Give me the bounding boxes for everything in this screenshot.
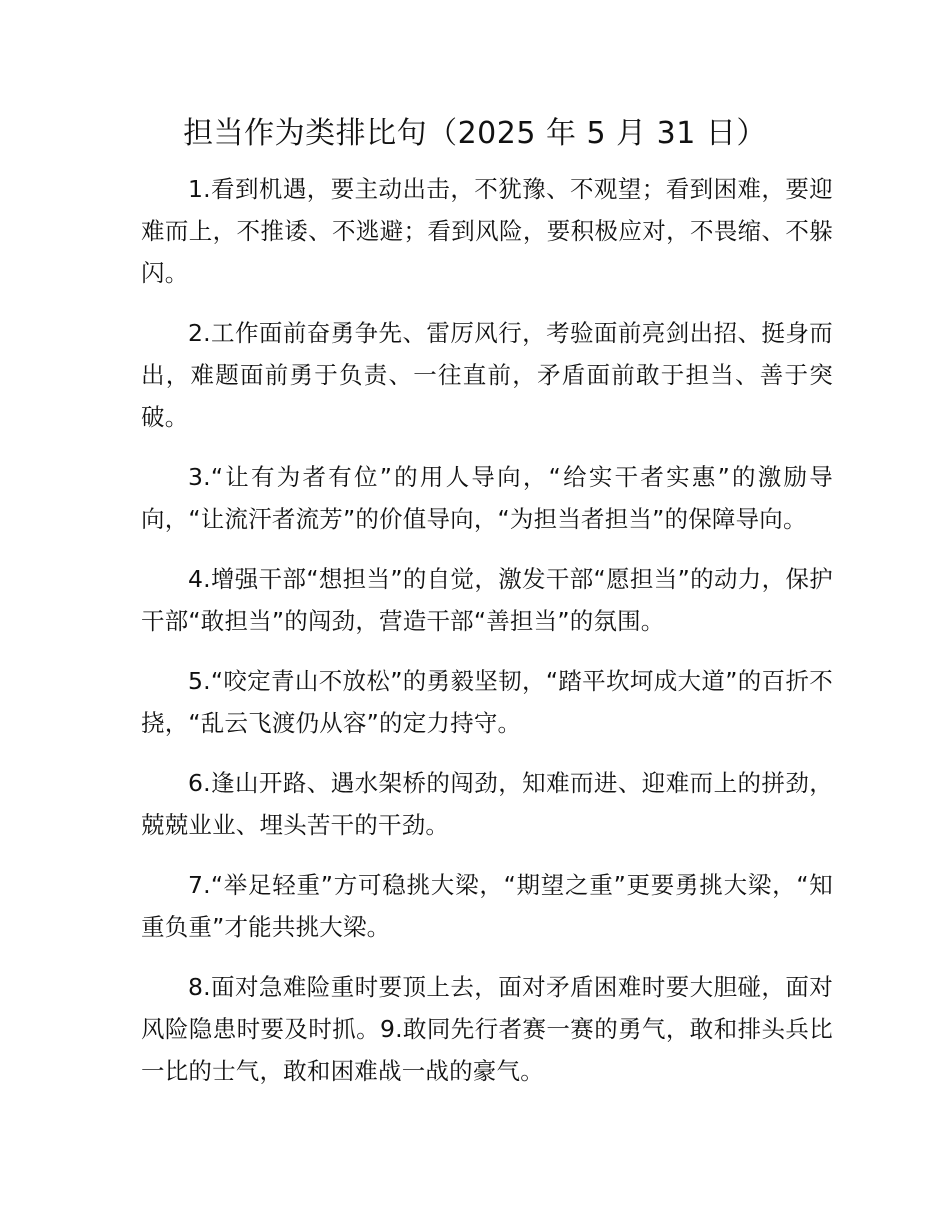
document-title: 担当作为类排比句（2025 年 5 月 31 日） xyxy=(183,116,767,151)
paragraph-8: 8.面对急难险重时要顶上去，面对矛盾困难时要大胆碰，面对风险隐患时要及时抓。9.敢同先行者赛一赛的勇气，敢和排头兵比一比的士气，敢和困难战一战的豪气。 xyxy=(141,973,833,1085)
paragraph-3: 3.“让有为者有位”的用人导向，“给实干者实惠”的激励导向，“让流汗者流芳”的价值导向，“为担当者担当”的保障导向。 xyxy=(141,463,833,533)
document-body xyxy=(141,168,833,1110)
paragraph-4: 4.增强干部“想担当”的自觉，激发干部“愿担当”的动力，保护干部“敢担当”的闯劲，营造干部“善担当”的氛围。 xyxy=(141,565,833,635)
paragraph-2: 2.工作面前奋勇争先、雷厉风行，考验面前亮剑出招、挺身而出，难题面前勇于负责、一往直前，矛盾面前敢于担当、善于突破。 xyxy=(141,319,833,431)
paragraph-1: 1.看到机遇，要主动出击，不犹豫、不观望；看到困难，要迎难而上，不推诿、不逃避；看到风险，要积极应对，不畏缩、不躲闪。 xyxy=(141,175,833,287)
paragraph-6: 6.逢山开路、遇水架桥的闯劲，知难而进、迎难而上的拼劲，兢兢业业、埋头苦干的干劲。 xyxy=(141,769,833,839)
paragraph-7: 7.“举足轻重”方可稳挑大梁，“期望之重”更要勇挑大梁，“知重负重”才能共挑大梁。 xyxy=(141,871,833,941)
paragraph-5: 5.“咬定青山不放松”的勇毅坚韧，“踏平坎坷成大道”的百折不挠，“乱云飞渡仍从容”的定力持守。 xyxy=(141,667,833,737)
